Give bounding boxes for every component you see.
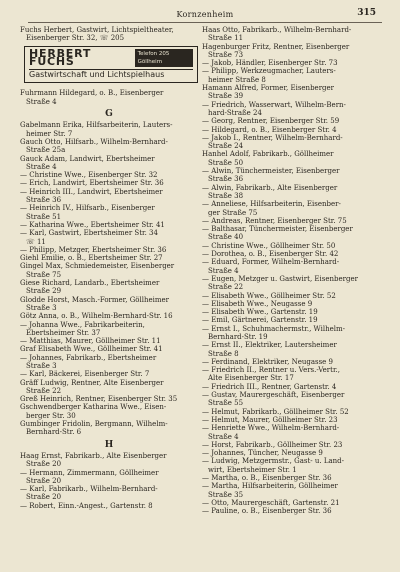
ad-business-name: HERBERT FUCHS [29,46,92,68]
directory-entry-line: Gschwendberger Katharina Wwe., Eisen- [20,403,167,412]
directory-entry-line: Gabelmann Erika, Hilfsarbeiterin, Lauters- [20,121,173,130]
directory-entry-line: Hagenburger Fritz, Rentner, Eisenberger [202,42,350,51]
directory-entry-line: — Ferdinand, Elektriker, Neugasse 9 [202,357,334,366]
directory-entry-line: — Eugen, Metzger u. Gastwirt, Eisenberger [202,274,358,283]
directory-entry-line: — Elisabeth Wwe., Neugasse 9 [202,299,313,308]
directory-entry-line: — Ernst I., Schuhmachermstr., Wilhelm- [202,324,345,333]
entries-block-4 [20,452,198,510]
directory-entry-line: Straße 51 [26,212,62,221]
directory-entry-line: Bernhard-Str. 6 [26,428,82,437]
directory-entry-line: Straße 11 [208,34,244,43]
directory-entry-line: Straße 36 [208,175,244,184]
directory-entry-line: ger Straße 75 [208,208,258,217]
directory-entry-line: Straße 22 [208,283,244,292]
directory-entry-line: — Ludwig, Metzgermstr., Gast- u. Land- [202,457,344,466]
directory-entry-line: — Heinrich IV., Hilfsarb., Eisenberger [20,204,155,213]
directory-entry-line: — Jakob I., Rentner, Wilhelm-Bernhard- [202,133,343,142]
directory-entry-line: — Johannes, Fabrikarb., Ebertsheimer [20,353,157,362]
directory-entry-line: — Friedrich III., Rentner, Gartenstr. 4 [202,382,337,391]
directory-entry-line: wirt, Ebertsheimer Str. 1 [208,465,297,474]
directory-entry-line: Straße 25a [26,146,66,155]
directory-entry-line: — Karl, Gastwirt, Ebertsheimer Str. 34 [20,229,158,238]
directory-entry-line: Straße 20 [26,476,62,485]
directory-entry-line: — Christine Wwe., Eisenberger Str. 32 [20,171,158,180]
left-column [20,26,198,510]
directory-entry-line: Graf Elisabeth Wwe., Göllheimer Str. 41 [20,345,163,354]
directory-entry-line: — Anneliese, Hilfsarbeiterin, Eisenber- [202,200,341,209]
directory-entry-line: Straße 3 [26,303,57,312]
entries-block-1 [20,26,198,43]
directory-entry-line: Hanhel Adolf, Fabrikarb., Göllheimer [202,150,334,159]
directory-entry-line: Straße 4 [208,266,239,275]
entries-block-3 [20,121,198,436]
section-letter-h: H [104,439,114,450]
directory-entry-line: Hamann Alfred, Former, Eisenberger [202,84,335,93]
directory-entry-line: — Erich, Landwirt, Ebertsheimer Str. 36 [20,179,164,188]
directory-entry-line: — Hermann, Zimmermann, Göllheimer [20,468,159,477]
entries-block-right [202,26,380,516]
directory-entry-line: Haag Ernst, Fabrikarb., Alte Eisenberger [20,451,167,460]
directory-entry-line: hard-Straße 24 [208,108,262,117]
section-letter-g: G [105,109,113,120]
directory-entry-line: — Elisabeth Wwe., Gartenstr. 19 [202,308,318,317]
ad-subtitle: Gastwirtschaft und Lichtspielhaus [29,69,193,79]
directory-entry-line: — Christine Wwe., Göllheimer Str. 50 [202,241,336,250]
directory-entry-line: Giese Richard, Landarb., Ebertsheimer [20,279,160,288]
directory-entry-line: Straße 36 [26,196,62,205]
directory-entry-line: — Andreas, Rentner, Eisenberger Str. 75 [202,216,347,225]
directory-entry-line: — Karl, Fabrikarb., Wilhelm-Bernhard- [20,485,158,494]
entries-block-2 [20,89,198,106]
directory-entry-line: — Georg, Rentner, Eisenberger Str. 59 [202,117,340,126]
directory-entry-line: Bernhard-Str. 19 [208,332,268,341]
directory-entry-line: Götz Anna, o. B., Wilhelm-Bernhard-Str. 16 [20,312,173,321]
directory-entry-line: Straße 4 [208,432,239,441]
directory-entry-line: — Alwin, Fabrikarb., Alte Eisenberger [202,183,338,192]
directory-entry-line: — Helmut, Maurer, Göllheimer Str. 23 [202,415,338,424]
directory-entry-line: Glodde Horst, Masch.-Former, Göllheimer [20,295,169,304]
directory-entry-line: Ebertsheimer Str. 37 [26,328,101,337]
directory-entry-line: — Friedrich, Wasserwart, Wilhelm-Bern- [202,100,346,109]
directory-entry-line: Straße 24 [208,142,244,151]
directory-entry-line: Straße 50 [208,158,244,167]
directory-entry-line: heimer Straße 8 [208,75,266,84]
directory-entry-line: heimer Str. 7 [26,129,73,138]
directory-entry-line: — Balthasar, Tünchermeister, Eisenberger [202,225,353,234]
directory-entry-line: Straße 75 [26,270,62,279]
directory-entry-line: — Helmut, Fabrikarb., Göllheimer Str. 52 [202,407,349,416]
directory-entry-line: — Emil, Gärtnerei, Gartenstr. 19 [202,316,318,325]
directory-entry-line: Eisenberger Str. 32, ☏ 205 [26,34,125,43]
directory-entry-line: — Horst, Fabrikarb., Göllheimer Str. 23 [202,440,343,449]
directory-entry-line: Straße 20 [26,493,62,502]
directory-entry-line: — Martha, o. B., Eisenberger Str. 36 [202,474,332,483]
directory-entry-line: — Martha, Hilfsarbeiterin, Göllheimer [202,482,338,491]
directory-entry-line: — Eduard, Former, Wilhelm-Bernhard- [202,258,340,267]
directory-entry-line: Straße 35 [208,490,244,499]
directory-entry-line: Greß Heinrich, Rentner, Eisenberger Str. 35 [20,395,178,404]
advertisement-box [24,46,198,84]
directory-entry-line: Straße 73 [208,50,244,59]
directory-entry-line: Haas Otto, Fabrikarb., Wilhelm-Bernhard- [202,26,352,34]
directory-entry-line: Straße 4 [26,162,57,171]
directory-entry-line: Gauch Otto, Hilfsarb., Wilhelm-Bernhard- [20,137,168,146]
directory-entry-line: — Otto, Maurergeschäft, Gartenstr. 21 [202,498,340,507]
directory-entry-line: — Pauline, o. B., Eisenberger Str. 36 [202,507,332,516]
directory-entry-line: Straße 29 [26,287,62,296]
directory-entry-line: — Heinrich III., Landwirt, Ebertsheimer [20,187,163,196]
directory-entry-line: — Ernst II., Elektriker, Lautersheimer [202,341,337,350]
directory-entry-line: Straße 20 [26,460,62,469]
page-header [28,8,382,23]
directory-entry-line: — Robert, Einn.-Angest., Gartenstr. 8 [20,501,153,510]
page-number: 315 [357,8,376,18]
directory-entry-line: ☏ 11 [26,237,46,246]
directory-entry-line: Gumbinger Fridolin, Bergmann, Wilhelm- [20,420,168,429]
directory-entry-line: Straße 40 [208,233,244,242]
directory-entry-line: Straße 22 [26,386,62,395]
page-title: Kornzenheim [176,10,234,19]
directory-entry-line: Giehl Emilie, o. B., Ebertsheimer Str. 27 [20,254,163,263]
directory-entry-line: — Dorothea, o. B., Eisenberger Str. 42 [202,250,339,259]
directory-entry-line: Alte Eisenberger Str. 17 [208,374,294,383]
directory-entry-line: — Jakob, Händler, Eisenberger Str. 73 [202,59,338,68]
directory-entry-line: — Henriette Wwe., Wilhelm-Bernhard- [202,424,340,433]
directory-entry-line: Fuchs Herbert, Gastwirt, Lichtspieltheater, [20,26,174,34]
right-column [202,26,380,516]
directory-entry-line: Straße 55 [208,399,244,408]
directory-entry-line: — Johanna Wwe., Fabrikarbeiterin, [20,320,145,329]
directory-entry-line: — Hildegard, o. B., Eisenberger Str. 4 [202,125,337,134]
directory-entry-line: Straße 39 [208,92,244,101]
directory-entry-line: Fuhrmann Hildegard, o. B., Eisenberger [20,89,164,98]
directory-entry-line: — Elisabeth Wwe., Göllheimer Str. 52 [202,291,336,300]
directory-entry-line: Straße 38 [208,191,244,200]
directory-entry-line: — Alwin, Tünchermeister, Eisenberger [202,167,340,176]
ad-phone: Telefon 205 Göllheim [135,49,193,68]
directory-entry-line: Gräff Ludwig, Rentner, Alte Eisenberger [20,378,164,387]
directory-entry-line: — Gustav, Maurergeschäft, Eisenberger [202,391,345,400]
directory-entry-line: Straße 3 [26,361,57,370]
directory-entry-line: — Friedrich II., Rentner u. Vers.-Vertr., [202,366,340,375]
directory-entry-line: — Katharina Wwe., Ebertsheimer Str. 41 [20,220,165,229]
directory-entry-line: Straße 4 [26,97,57,106]
directory-entry-line: Gauck Adam, Landwirt, Ebertsheimer [20,154,155,163]
directory-entry-line: — Matthias, Maurer, Göllheimer Str. 11 [20,337,161,346]
directory-entry-line: — Philipp, Metzger, Ebertsheimer Str. 36 [20,245,167,254]
directory-entry-line: Gingel Max, Schmiedemeister, Eisenberger [20,262,175,271]
directory-entry-line: — Johannes, Tüncher, Neugasse 9 [202,449,323,458]
directory-entry-line: berger Str. 30 [26,411,76,420]
directory-entry-line: — Philipp, Werkzeugmacher, Lauters- [202,67,336,76]
directory-entry-line: — Karl, Bäckerei, Eisenberger Str. 7 [20,370,150,379]
directory-entry-line: Straße 8 [208,349,239,358]
